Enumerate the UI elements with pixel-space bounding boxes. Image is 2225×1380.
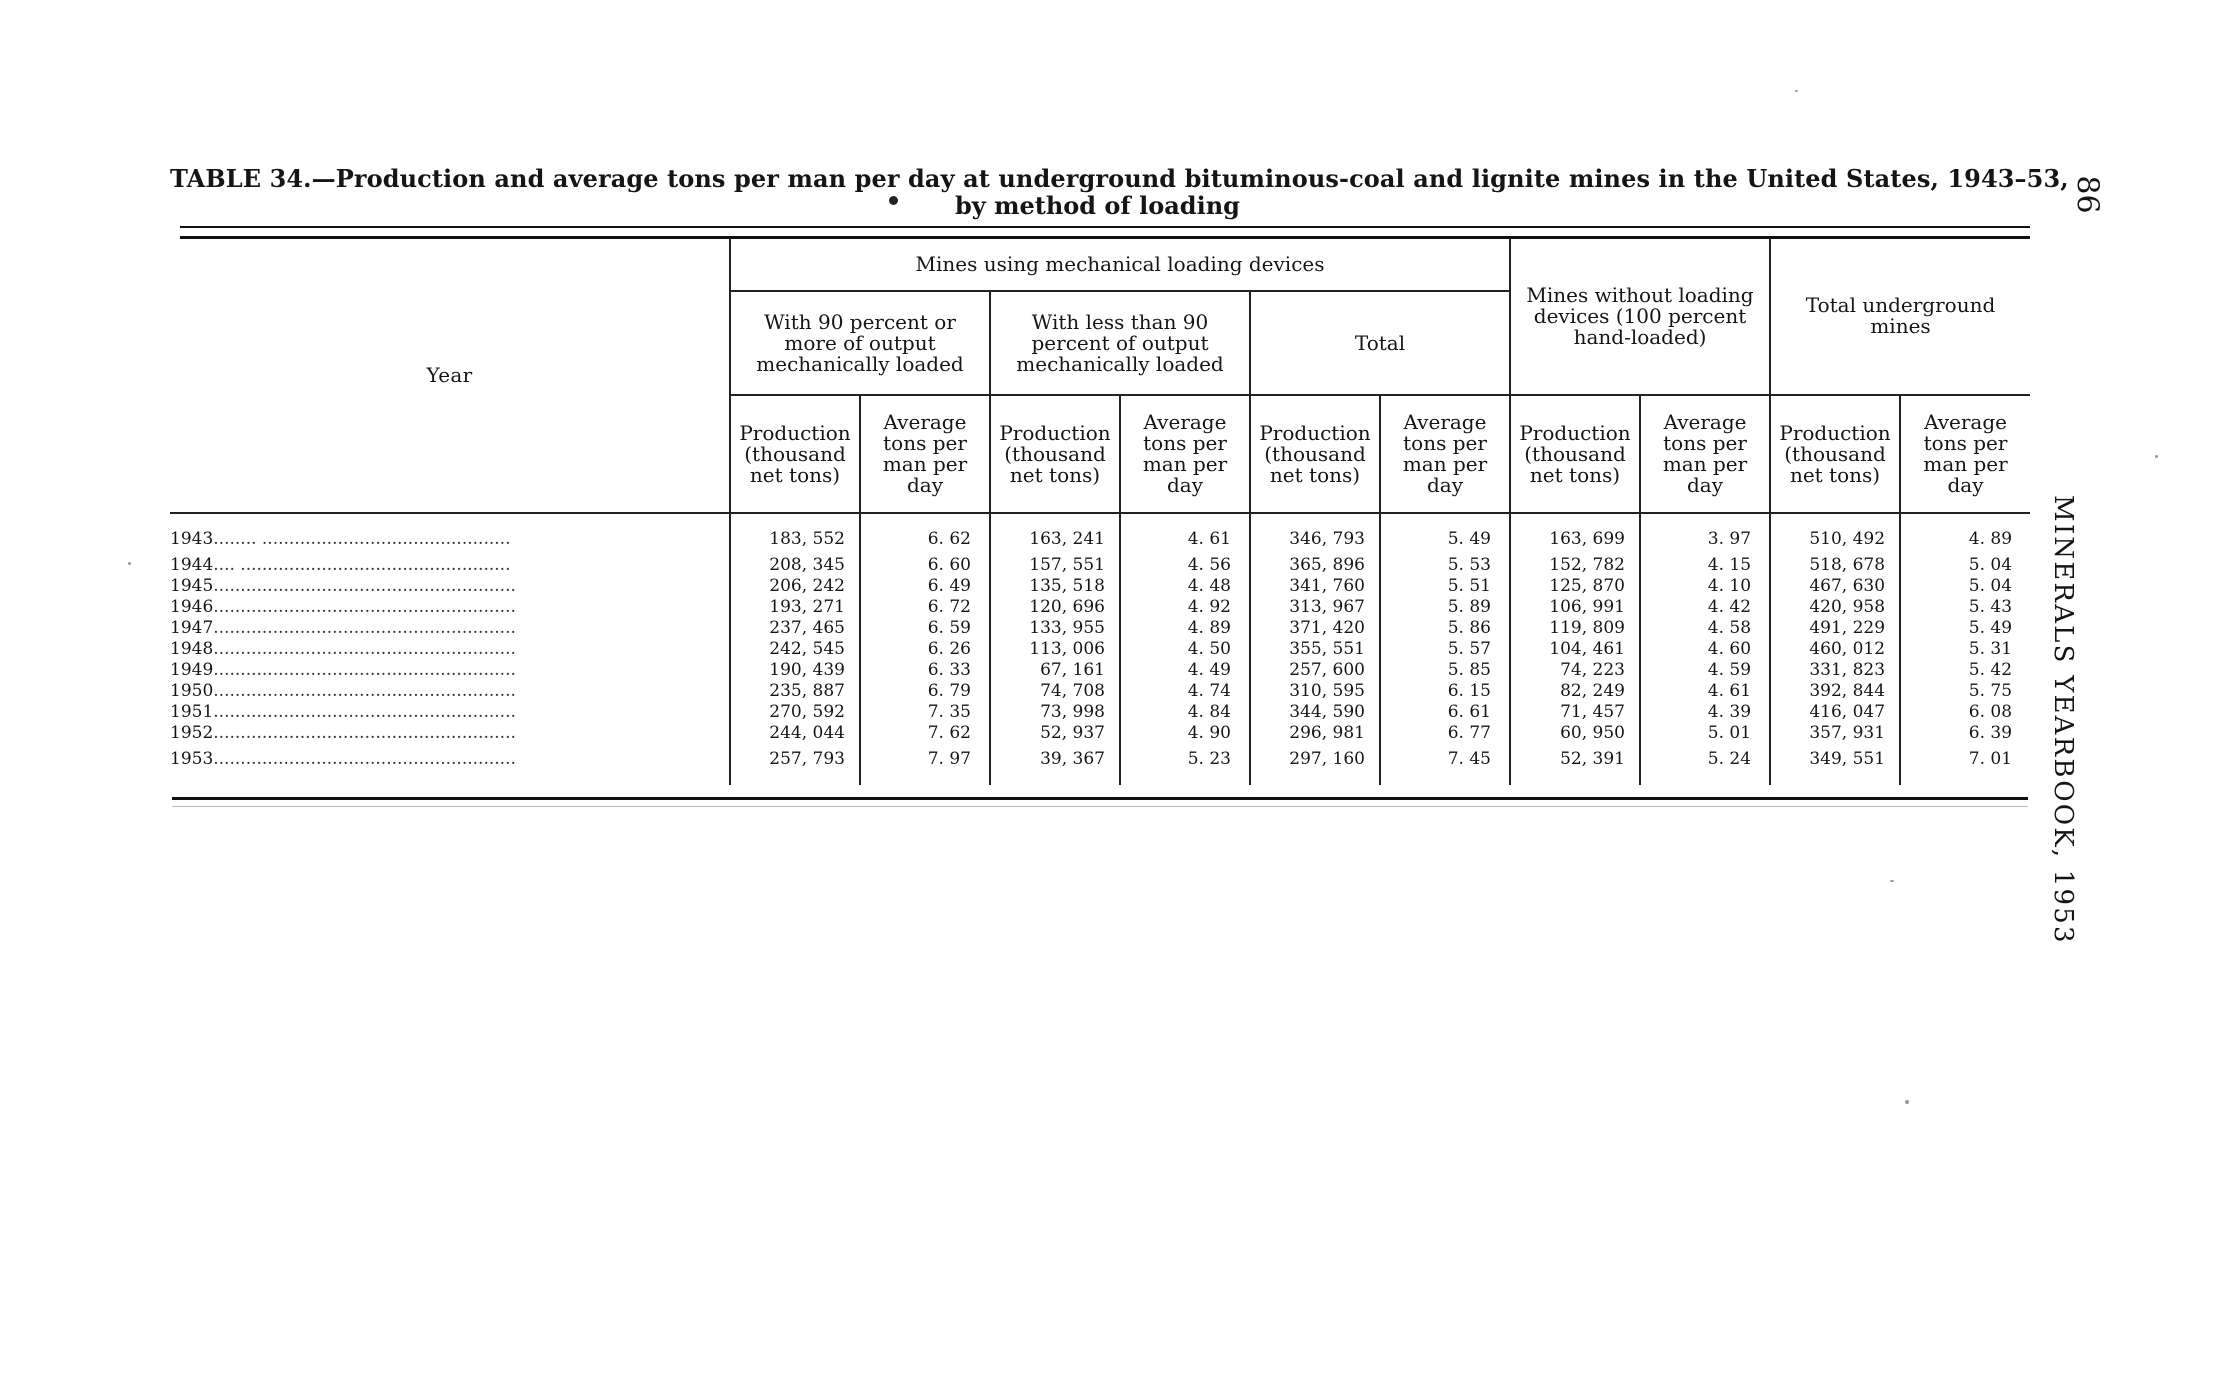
total-average-cell: 6. 61 bbox=[1380, 702, 1510, 723]
row-year-cell bbox=[170, 597, 730, 618]
table-row bbox=[170, 513, 2030, 555]
less-90-average-cell: 5. 23 bbox=[1120, 744, 1250, 785]
all-mines-production-header: Production (thousand net tons) bbox=[1770, 395, 1900, 513]
row-year: 1952 bbox=[170, 723, 214, 743]
with-90-average-cell: 6. 62 bbox=[860, 513, 990, 555]
bottom-rule bbox=[172, 797, 2028, 800]
all-mines-average-cell: 5. 04 bbox=[1900, 576, 2030, 597]
bottom-rule-thin bbox=[172, 806, 2028, 807]
less-90-average-cell: 4. 61 bbox=[1120, 513, 1250, 555]
mechanical-group-header: Mines using mechanical loading devices bbox=[730, 238, 1510, 291]
less-90-production-cell: 163, 241 bbox=[990, 513, 1120, 555]
hand-loaded-production-cell: 125, 870 bbox=[1510, 576, 1640, 597]
row-year: 1945 bbox=[170, 576, 214, 596]
row-year: 1946 bbox=[170, 597, 214, 617]
leader-dots: ........................................................ bbox=[213, 597, 516, 617]
all-mines-production-cell: 331, 823 bbox=[1770, 660, 1900, 681]
total-average-cell: 6. 77 bbox=[1380, 723, 1510, 744]
all-mines-production-cell: 349, 551 bbox=[1770, 744, 1900, 785]
leader-dots: ........................................................ bbox=[213, 681, 516, 701]
less-90-production-cell: 157, 551 bbox=[990, 555, 1120, 576]
leader-dots: ........ .............................................. bbox=[213, 529, 511, 549]
total-average-cell: 5. 51 bbox=[1380, 576, 1510, 597]
row-year-cell bbox=[170, 513, 730, 555]
with-90-production-header: Production (thousand net tons) bbox=[730, 395, 860, 513]
hand-loaded-production-cell: 52, 391 bbox=[1510, 744, 1640, 785]
with-90-average-cell: 6. 26 bbox=[860, 639, 990, 660]
total-average-cell: 5. 57 bbox=[1380, 639, 1510, 660]
production-table-wrapper bbox=[170, 238, 2030, 785]
with-90-average-cell: 6. 60 bbox=[860, 555, 990, 576]
all-mines-production-cell: 416, 047 bbox=[1770, 702, 1900, 723]
with-90-average-header: Average tons per man per day bbox=[860, 395, 990, 513]
less-90-production-cell: 67, 161 bbox=[990, 660, 1120, 681]
all-mines-average-cell: 5. 31 bbox=[1900, 639, 2030, 660]
hand-loaded-production-cell: 104, 461 bbox=[1510, 639, 1640, 660]
with-90-production-cell: 206, 242 bbox=[730, 576, 860, 597]
with-90-production-cell: 235, 887 bbox=[730, 681, 860, 702]
all-mines-production-cell: 491, 229 bbox=[1770, 618, 1900, 639]
hand-loaded-average-cell: 4. 39 bbox=[1640, 702, 1770, 723]
hand-loaded-production-cell: 106, 991 bbox=[1510, 597, 1640, 618]
year-column-header: Year bbox=[170, 238, 730, 513]
less-than-90-percent-header: With less than 90 percent of output mechanically loaded bbox=[990, 291, 1250, 395]
hand-loaded-average-cell: 3. 97 bbox=[1640, 513, 1770, 555]
row-year-cell bbox=[170, 723, 730, 744]
total-average-cell: 5. 86 bbox=[1380, 618, 1510, 639]
scan-speck bbox=[1905, 1100, 1909, 1104]
total-production-cell: 341, 760 bbox=[1250, 576, 1380, 597]
top-rule-thin bbox=[180, 226, 2030, 228]
total-production-cell: 297, 160 bbox=[1250, 744, 1380, 785]
with-90-average-cell: 6. 49 bbox=[860, 576, 990, 597]
with-90-production-cell: 190, 439 bbox=[730, 660, 860, 681]
total-average-cell: 7. 45 bbox=[1380, 744, 1510, 785]
row-year-cell bbox=[170, 681, 730, 702]
total-average-cell: 5. 49 bbox=[1380, 513, 1510, 555]
less-90-production-cell: 74, 708 bbox=[990, 681, 1120, 702]
total-underground-header: Total underground mines bbox=[1770, 238, 2030, 395]
hand-loaded-average-cell: 4. 58 bbox=[1640, 618, 1770, 639]
less-90-production-cell: 133, 955 bbox=[990, 618, 1120, 639]
hand-loaded-average-cell: 4. 59 bbox=[1640, 660, 1770, 681]
less-90-production-cell: 73, 998 bbox=[990, 702, 1120, 723]
all-mines-average-cell: 6. 39 bbox=[1900, 723, 2030, 744]
all-mines-average-cell: 5. 49 bbox=[1900, 618, 2030, 639]
all-mines-production-cell: 460, 012 bbox=[1770, 639, 1900, 660]
hand-loaded-average-cell: 4. 15 bbox=[1640, 555, 1770, 576]
total-average-cell: 5. 89 bbox=[1380, 597, 1510, 618]
table-row bbox=[170, 744, 2030, 785]
less-90-average-cell: 4. 92 bbox=[1120, 597, 1250, 618]
scan-speck bbox=[1890, 880, 1894, 882]
row-year-cell bbox=[170, 576, 730, 597]
production-table bbox=[170, 238, 2030, 785]
table-row bbox=[170, 660, 2030, 681]
row-year: 1951 bbox=[170, 702, 214, 722]
hand-loaded-average-cell: 4. 61 bbox=[1640, 681, 1770, 702]
all-mines-production-cell: 420, 958 bbox=[1770, 597, 1900, 618]
less-90-average-cell: 4. 50 bbox=[1120, 639, 1250, 660]
all-mines-average-header: Average tons per man per day bbox=[1900, 395, 2030, 513]
table-row bbox=[170, 555, 2030, 576]
hand-loaded-average-cell: 5. 24 bbox=[1640, 744, 1770, 785]
with-90-production-cell: 208, 345 bbox=[730, 555, 860, 576]
table-body bbox=[170, 513, 2030, 785]
leader-dots: .... .................................................. bbox=[213, 555, 511, 575]
scan-speck bbox=[128, 562, 131, 565]
with-90-production-cell: 183, 552 bbox=[730, 513, 860, 555]
all-mines-production-cell: 357, 931 bbox=[1770, 723, 1900, 744]
mechanical-total-header: Total bbox=[1250, 291, 1510, 395]
row-year: 1947 bbox=[170, 618, 214, 638]
with-90-average-cell: 7. 97 bbox=[860, 744, 990, 785]
total-production-cell: 296, 981 bbox=[1250, 723, 1380, 744]
less-90-production-cell: 39, 367 bbox=[990, 744, 1120, 785]
table-title-line-1: TABLE 34.—Production and average tons per man per day at underground bituminous-coal and lignite mines in the United States, 1943–53, bbox=[170, 164, 2069, 193]
all-mines-average-cell: 7. 01 bbox=[1900, 744, 2030, 785]
hand-loaded-average-cell: 4. 10 bbox=[1640, 576, 1770, 597]
printed-bullet-mark bbox=[889, 196, 898, 205]
hand-loaded-average-cell: 4. 42 bbox=[1640, 597, 1770, 618]
with-90-average-cell: 7. 35 bbox=[860, 702, 990, 723]
with-90-average-cell: 6. 72 bbox=[860, 597, 990, 618]
hand-loaded-production-cell: 71, 457 bbox=[1510, 702, 1640, 723]
all-mines-production-cell: 518, 678 bbox=[1770, 555, 1900, 576]
with-90-production-cell: 242, 545 bbox=[730, 639, 860, 660]
row-year-cell bbox=[170, 702, 730, 723]
total-production-cell: 346, 793 bbox=[1250, 513, 1380, 555]
all-mines-production-cell: 392, 844 bbox=[1770, 681, 1900, 702]
all-mines-average-cell: 6. 08 bbox=[1900, 702, 2030, 723]
row-year: 1953 bbox=[170, 749, 214, 769]
all-mines-production-cell: 510, 492 bbox=[1770, 513, 1900, 555]
row-year-cell bbox=[170, 618, 730, 639]
row-year-cell bbox=[170, 660, 730, 681]
with-90-production-cell: 270, 592 bbox=[730, 702, 860, 723]
leader-dots: ........................................................ bbox=[213, 576, 516, 596]
table-row bbox=[170, 702, 2030, 723]
total-production-cell: 365, 896 bbox=[1250, 555, 1380, 576]
table-row bbox=[170, 723, 2030, 744]
less-90-average-cell: 4. 90 bbox=[1120, 723, 1250, 744]
row-year-cell bbox=[170, 639, 730, 660]
with-90-production-cell: 237, 465 bbox=[730, 618, 860, 639]
hand-loaded-production-cell: 119, 809 bbox=[1510, 618, 1640, 639]
less-90-production-header: Production (thousand net tons) bbox=[990, 395, 1120, 513]
all-mines-average-cell: 5. 04 bbox=[1900, 555, 2030, 576]
total-production-cell: 371, 420 bbox=[1250, 618, 1380, 639]
less-90-average-cell: 4. 49 bbox=[1120, 660, 1250, 681]
less-90-average-header: Average tons per man per day bbox=[1120, 395, 1250, 513]
hand-loaded-production-cell: 152, 782 bbox=[1510, 555, 1640, 576]
leader-dots: ........................................................ bbox=[213, 702, 516, 722]
with-90-percent-header: With 90 percent or more of output mechanically loaded bbox=[730, 291, 990, 395]
leader-dots: ........................................................ bbox=[213, 660, 516, 680]
hand-loaded-average-header: Average tons per man per day bbox=[1640, 395, 1770, 513]
with-90-average-cell: 6. 79 bbox=[860, 681, 990, 702]
less-90-average-cell: 4. 48 bbox=[1120, 576, 1250, 597]
total-production-cell: 257, 600 bbox=[1250, 660, 1380, 681]
table-title bbox=[170, 164, 2069, 220]
less-90-production-cell: 120, 696 bbox=[990, 597, 1120, 618]
hand-loaded-production-header: Production (thousand net tons) bbox=[1510, 395, 1640, 513]
leader-dots: ........................................................ bbox=[213, 639, 516, 659]
table-row bbox=[170, 576, 2030, 597]
table-row bbox=[170, 639, 2030, 660]
less-90-average-cell: 4. 84 bbox=[1120, 702, 1250, 723]
hand-loaded-production-cell: 163, 699 bbox=[1510, 513, 1640, 555]
all-mines-average-cell: 5. 75 bbox=[1900, 681, 2030, 702]
with-90-production-cell: 193, 271 bbox=[730, 597, 860, 618]
row-year: 1944 bbox=[170, 555, 214, 575]
page-number: 86 bbox=[2069, 175, 2105, 214]
hand-loaded-average-cell: 5. 01 bbox=[1640, 723, 1770, 744]
row-year-cell bbox=[170, 744, 730, 785]
with-90-average-cell: 6. 59 bbox=[860, 618, 990, 639]
table-row bbox=[170, 681, 2030, 702]
table-row bbox=[170, 597, 2030, 618]
total-production-header: Production (thousand net tons) bbox=[1250, 395, 1380, 513]
with-90-average-cell: 7. 62 bbox=[860, 723, 990, 744]
row-year-cell bbox=[170, 555, 730, 576]
total-production-cell: 313, 967 bbox=[1250, 597, 1380, 618]
leader-dots: ........................................................ bbox=[213, 749, 516, 769]
table-row bbox=[170, 618, 2030, 639]
total-production-cell: 310, 595 bbox=[1250, 681, 1380, 702]
scan-speck bbox=[1795, 90, 1798, 92]
less-90-average-cell: 4. 74 bbox=[1120, 681, 1250, 702]
row-year: 1943 bbox=[170, 529, 214, 549]
running-head-vertical: MINERALS YEARBOOK, 1953 bbox=[2048, 495, 2078, 945]
with-90-average-cell: 6. 33 bbox=[860, 660, 990, 681]
leader-dots: ........................................................ bbox=[213, 618, 516, 638]
row-year: 1949 bbox=[170, 660, 214, 680]
total-production-cell: 355, 551 bbox=[1250, 639, 1380, 660]
hand-loaded-average-cell: 4. 60 bbox=[1640, 639, 1770, 660]
less-90-average-cell: 4. 56 bbox=[1120, 555, 1250, 576]
hand-loaded-production-cell: 82, 249 bbox=[1510, 681, 1640, 702]
row-year: 1950 bbox=[170, 681, 214, 701]
table-title-line-2: by method of loading bbox=[955, 191, 1240, 220]
total-average-cell: 6. 15 bbox=[1380, 681, 1510, 702]
all-mines-average-cell: 4. 89 bbox=[1900, 513, 2030, 555]
less-90-average-cell: 4. 89 bbox=[1120, 618, 1250, 639]
total-production-cell: 344, 590 bbox=[1250, 702, 1380, 723]
total-average-cell: 5. 53 bbox=[1380, 555, 1510, 576]
with-90-production-cell: 244, 044 bbox=[730, 723, 860, 744]
without-loading-header: Mines without loading devices (100 percent hand-loaded) bbox=[1510, 238, 1770, 395]
less-90-production-cell: 135, 518 bbox=[990, 576, 1120, 597]
hand-loaded-production-cell: 74, 223 bbox=[1510, 660, 1640, 681]
all-mines-average-cell: 5. 43 bbox=[1900, 597, 2030, 618]
leader-dots: ........................................................ bbox=[213, 723, 516, 743]
with-90-production-cell: 257, 793 bbox=[730, 744, 860, 785]
row-year: 1948 bbox=[170, 639, 214, 659]
total-average-cell: 5. 85 bbox=[1380, 660, 1510, 681]
hand-loaded-production-cell: 60, 950 bbox=[1510, 723, 1640, 744]
scan-speck bbox=[2155, 455, 2158, 458]
all-mines-production-cell: 467, 630 bbox=[1770, 576, 1900, 597]
total-average-header: Average tons per man per day bbox=[1380, 395, 1510, 513]
less-90-production-cell: 113, 006 bbox=[990, 639, 1120, 660]
less-90-production-cell: 52, 937 bbox=[990, 723, 1120, 744]
all-mines-average-cell: 5. 42 bbox=[1900, 660, 2030, 681]
